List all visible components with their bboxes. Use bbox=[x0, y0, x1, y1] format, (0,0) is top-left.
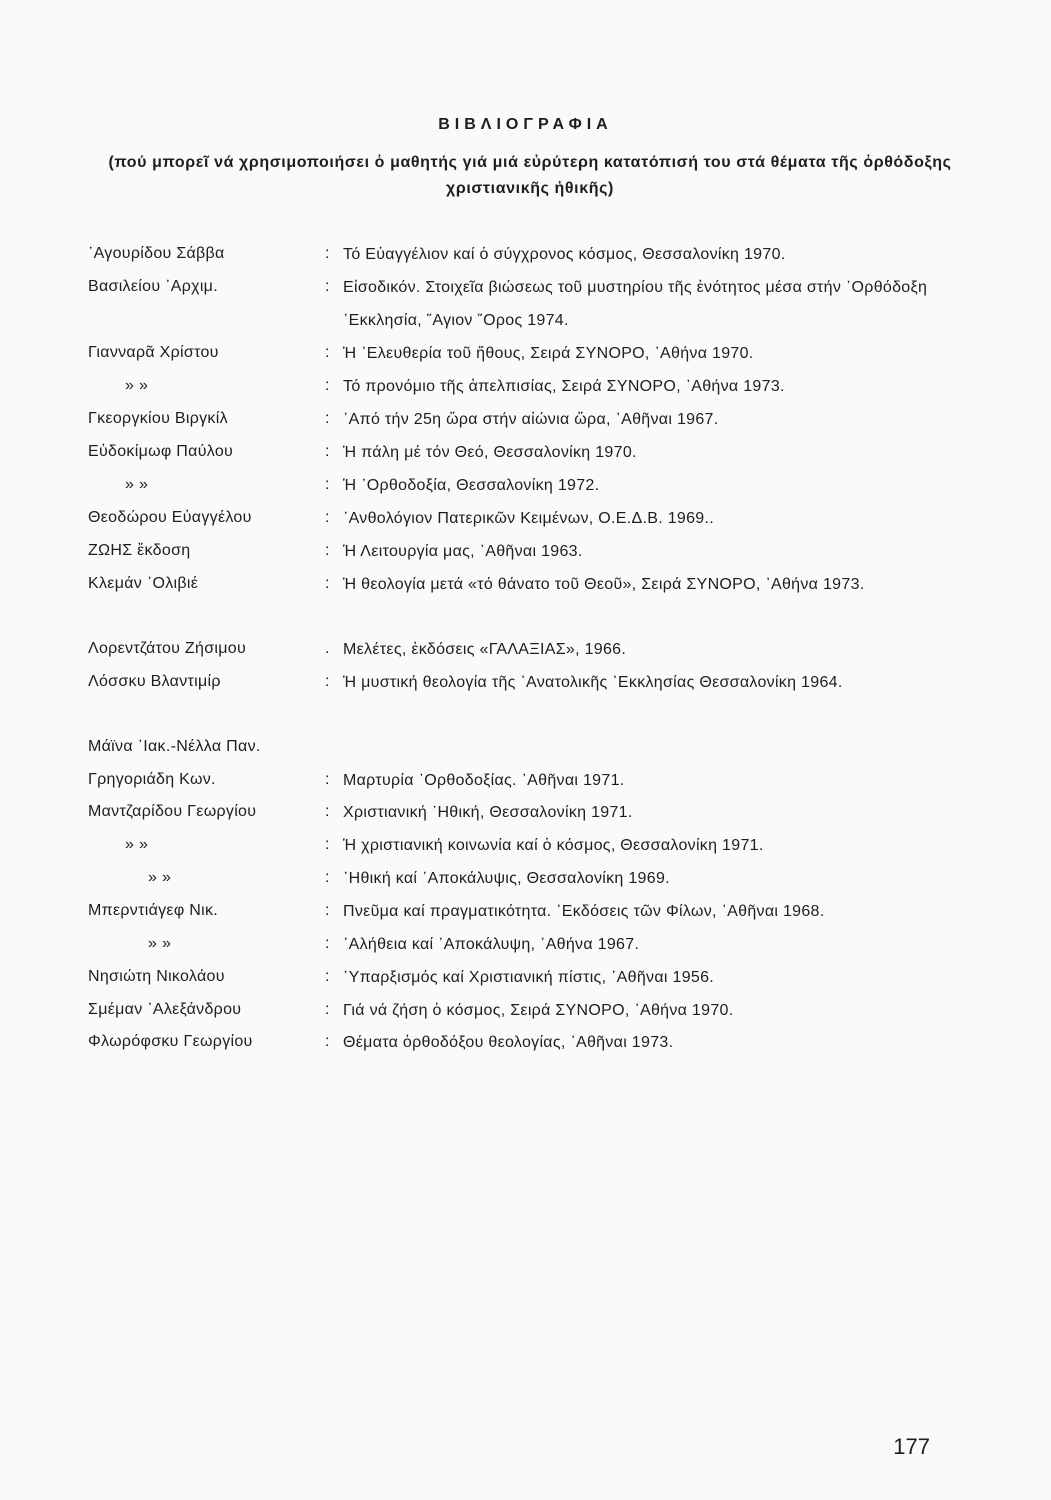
entry-author: ΖΩΗΣ ἔκδοση bbox=[88, 542, 191, 559]
page-title: ΒΙΒΛΙΟΓΡΑΦΙΑ bbox=[438, 116, 613, 133]
entry-work: Ἡ θεολογία μετά «τό θάνατο τοῦ Θεοῦ», Σειρά ΣΥΝΟΡΟ, ᾿Αθήνα 1973. bbox=[343, 576, 865, 593]
entry-author: Μπερντιάγεφ Νικ. bbox=[88, 902, 219, 919]
entry-separator: : bbox=[325, 673, 330, 690]
entry-author: » » bbox=[125, 377, 149, 394]
entry-separator: : bbox=[325, 245, 330, 262]
entry-work: ᾿Ανθολόγιον Πατερικῶν Κειμένων, Ο.Ε.Δ.Β. 1969.. bbox=[343, 510, 714, 527]
entry-author: Μαντζαρίδου Γεωργίου bbox=[88, 803, 257, 820]
entry-separator: : bbox=[325, 575, 330, 592]
entry-work: Τό προνόμιο τῆς ἀπελπισίας, Σειρά ΣΥΝΟΡΟ, ᾿Αθήνα 1973. bbox=[343, 378, 785, 395]
entry-separator: : bbox=[325, 869, 330, 886]
entry-separator: : bbox=[325, 344, 330, 361]
entry-separator: : bbox=[325, 968, 330, 985]
entry-author: Γιανναρᾶ Χρίστου bbox=[88, 344, 219, 361]
entry-separator: : bbox=[325, 377, 330, 394]
entry-author: Μάϊνα ᾿Ιακ.-Νέλλα Παν. bbox=[88, 738, 261, 755]
bibliography-entry bbox=[0, 638, 1051, 668]
entry-separator: : bbox=[325, 836, 330, 853]
entry-author: Φλωρόφσκυ Γεωργίου bbox=[88, 1033, 253, 1050]
entry-author: Κλεμάν ᾿Ολιβιέ bbox=[88, 575, 199, 592]
entry-author: » » bbox=[148, 869, 172, 886]
entry-author: Λόσσκυ Βλαντιμίρ bbox=[88, 673, 221, 690]
entry-separator: : bbox=[325, 771, 330, 788]
bibliography-entry bbox=[0, 801, 1051, 831]
entry-work: Ἡ Λειτουργία μας, ᾿Αθῆναι 1963. bbox=[343, 543, 583, 560]
entry-separator: : bbox=[325, 935, 330, 952]
entry-author: Γκεοργκίου Βιργκίλ bbox=[88, 410, 228, 427]
entry-author: Βασιλείου ᾿Αρχιμ. bbox=[88, 278, 218, 295]
entry-separator: : bbox=[325, 509, 330, 526]
entry-author: » » bbox=[125, 476, 149, 493]
bibliography-entry bbox=[0, 276, 1051, 329]
entry-author: Λορεντζάτου Ζήσιμου bbox=[88, 640, 247, 657]
bibliography-entry bbox=[0, 1031, 1051, 1061]
page-subtitle: (πού μπορεῖ νά χρησιμοποιήσει ὁ μαθητής γιά μιά εὐρύτερη κατατόπισή του στά θέματα τῆς ὀρθόδοξης χριστιανικῆς ἠθικῆς) bbox=[108, 154, 952, 197]
entry-work: Ἡ χριστιανική κοινωνία καί ὁ κόσμος, Θεσσαλονίκη 1971. bbox=[343, 837, 764, 854]
entry-separator: : bbox=[325, 803, 330, 820]
entry-work: Πνεῦμα καί πραγματικότητα. ᾿Εκδόσεις τῶν Φίλων, ᾿Αθῆναι 1968. bbox=[343, 903, 825, 920]
bibliography-entry bbox=[0, 933, 1051, 963]
entry-author: ᾿Αγουρίδου Σάββα bbox=[88, 245, 225, 262]
entry-work: Γιά νά ζήση ὁ κόσμος, Σειρά ΣΥΝΟΡΟ, ᾿Αθήνα 1970. bbox=[343, 1002, 734, 1019]
entry-work: Μαρτυρία ᾿Ορθοδοξίας. ᾿Αθῆναι 1971. bbox=[343, 772, 625, 789]
bibliography-entry bbox=[0, 999, 1051, 1029]
entry-separator: : bbox=[325, 278, 330, 295]
entry-work: Ἡ μυστική θεολογία τῆς ᾿Ανατολικῆς ᾿Εκκλησίας Θεσσαλονίκη 1964. bbox=[343, 674, 843, 691]
entry-author: Νησιώτη Νικολάου bbox=[88, 968, 225, 985]
page-number: 177 bbox=[893, 1434, 930, 1459]
entry-author: » » bbox=[148, 935, 172, 952]
entry-separator: : bbox=[325, 476, 330, 493]
entry-separator: : bbox=[325, 542, 330, 559]
bibliography-entry bbox=[0, 834, 1051, 864]
entry-author: Γρηγοριάδη Κων. bbox=[88, 771, 216, 788]
entry-author: » » bbox=[125, 836, 149, 853]
bibliography-entry bbox=[0, 507, 1051, 537]
entry-separator: . bbox=[325, 640, 330, 657]
bibliography-entry bbox=[0, 441, 1051, 471]
bibliography-entry bbox=[0, 769, 1051, 799]
entry-separator: : bbox=[325, 902, 330, 919]
bibliography-entry bbox=[0, 573, 1051, 603]
entry-separator: : bbox=[325, 1033, 330, 1050]
entry-work: ᾿Αλήθεια καί ᾿Αποκάλυψη, ᾿Αθήνα 1967. bbox=[343, 936, 640, 953]
entry-separator: : bbox=[325, 1001, 330, 1018]
entry-work: ᾿Από τήν 25η ὥρα στήν αἰώνια ὥρα, ᾿Αθῆναι 1967. bbox=[343, 411, 719, 428]
entry-work: Θέματα ὀρθοδόξου θεολογίας, ᾿Αθῆναι 1973. bbox=[343, 1034, 674, 1051]
bibliography-entry bbox=[0, 540, 1051, 570]
entry-work: Τό Εὐαγγέλιον καί ὁ σύγχρονος κόσμος, Θεσσαλονίκη 1970. bbox=[343, 246, 786, 263]
bibliography-entry bbox=[0, 474, 1051, 504]
entry-author: Θεοδώρου Εὐαγγέλου bbox=[88, 509, 252, 526]
entry-work: Μελέτες, ἐκδόσεις «ΓΑΛΑΞΙΑΣ», 1966. bbox=[343, 641, 627, 658]
entry-work: Ἡ ᾿Ορθοδοξία, Θεσσαλονίκη 1972. bbox=[343, 477, 600, 494]
entry-author: Εὐδοκίμωφ Παύλου bbox=[88, 443, 234, 460]
bibliography-entry bbox=[0, 736, 1051, 766]
bibliography-entry bbox=[0, 375, 1051, 405]
entry-separator: : bbox=[325, 443, 330, 460]
entry-work: ᾿Ηθική καί ᾿Αποκάλυψις, Θεσσαλονίκη 1969. bbox=[343, 870, 670, 887]
bibliography-entry bbox=[0, 867, 1051, 897]
entry-author: Σμέμαν ᾿Αλεξάνδρου bbox=[88, 1001, 242, 1018]
bibliography-entry bbox=[0, 342, 1051, 372]
bibliography-entry bbox=[0, 900, 1051, 930]
entry-work: Χριστιανική ᾿Ηθική, Θεσσαλονίκη 1971. bbox=[343, 804, 633, 821]
bibliography-entry bbox=[0, 408, 1051, 438]
entry-work: Ἡ ᾿Ελευθερία τοῦ ἤθους, Σειρά ΣΥΝΟΡΟ, ᾿Αθήνα 1970. bbox=[343, 345, 754, 362]
bibliography-entry bbox=[0, 966, 1051, 996]
entry-work: ῾Υπαρξισμός καί Χριστιανική πίστις, ᾿Αθῆναι 1956. bbox=[343, 969, 715, 986]
entry-work: Εἰσοδικόν. Στοιχεῖα βιώσεως τοῦ μυστηρίου τῆς ἑνότητος μέσα στήν ᾿Ορθόδοξη ᾿Εκκλησία, ῞Αγιον ῎Ορος 1974. bbox=[343, 279, 928, 329]
bibliography-entry bbox=[0, 243, 1051, 273]
entry-work: Ἡ πάλη μέ τόν Θεό, Θεσσαλονίκη 1970. bbox=[343, 444, 637, 461]
bibliography-entry bbox=[0, 671, 1051, 701]
entry-separator: : bbox=[325, 410, 330, 427]
